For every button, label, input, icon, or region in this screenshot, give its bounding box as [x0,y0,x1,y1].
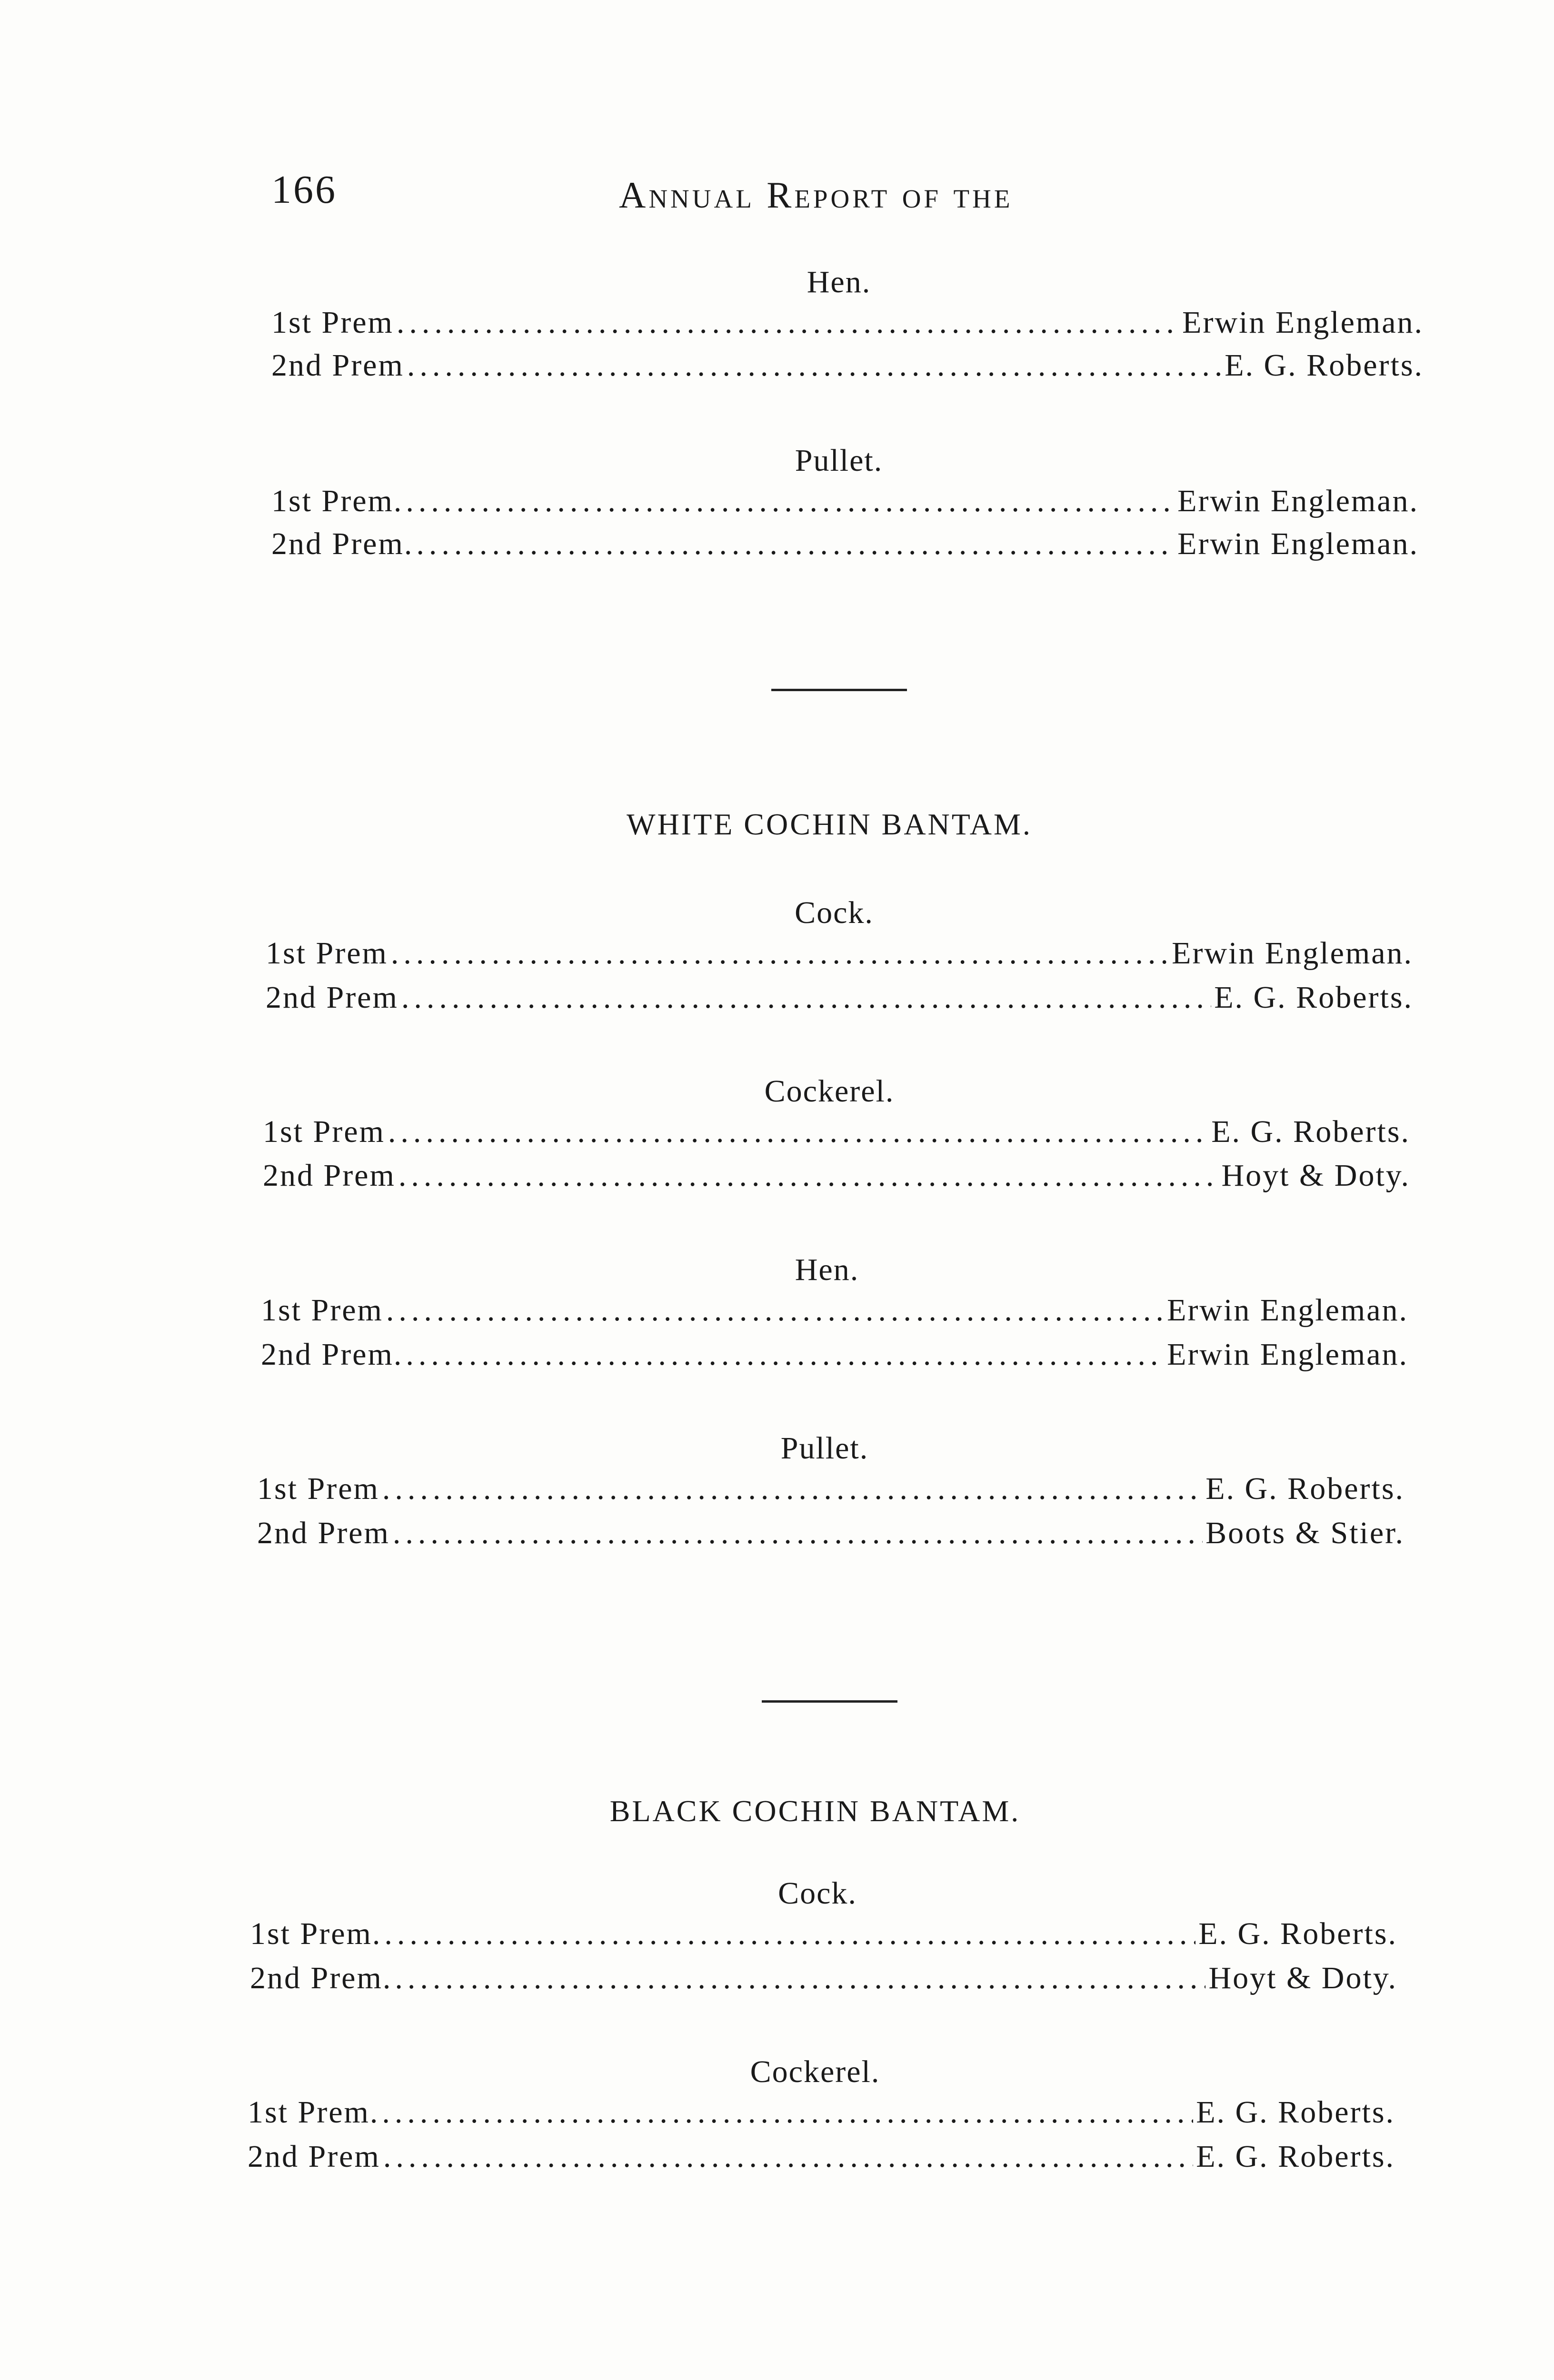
premium-label: 2nd Prem [271,348,404,383]
premium-label: 1st Prem [261,1293,383,1328]
premium-label: 1st Prem [266,936,388,971]
premium-row [257,1515,1405,1551]
premium-row [261,1337,1408,1373]
subheading-hen: Hen. [807,265,871,299]
premium-label: 1st Prem. [248,2095,379,2130]
premium-row [250,1960,1397,1996]
leader-dots [406,1337,1164,1373]
premium-label: 1st Prem [271,305,394,340]
premium-row [263,1114,1410,1150]
running-head: Annual Report of the [619,174,1013,216]
premium-row [257,1471,1405,1507]
premium-label: 2nd Prem. [250,1961,392,1995]
leader-dots [395,1960,1205,1996]
subheading-hen: Hen. [795,1252,859,1287]
leader-dots [401,980,1211,1016]
premium-label: 1st Prem. [250,1916,382,1951]
premium-row [271,347,1424,384]
winner-name: E. G. Roberts. [1205,1471,1405,1506]
winner-name: Hoyt & Doty. [1221,1158,1410,1193]
leader-dots [416,526,1175,562]
winner-name: E. G. Roberts. [1214,980,1413,1015]
winner-name: E. G. Roberts. [1225,348,1424,383]
leader-dots [397,305,1179,341]
leader-dots [407,347,1222,384]
premium-label: 1st Prem [257,1471,379,1506]
premium-label: 2nd Prem. [271,526,414,561]
leader-dots [388,1114,1208,1150]
winner-name: E. G. Roberts. [1198,1916,1397,1951]
premium-row [271,483,1419,519]
premium-label: 2nd Prem [266,980,398,1015]
premium-row [250,1916,1397,1952]
winner-name: E. G. Roberts. [1196,2139,1395,2174]
premium-label: 2nd Prem. [261,1337,403,1372]
winner-name: Erwin Engleman. [1172,936,1413,971]
winner-name: E. G. Roberts. [1196,2095,1395,2130]
section-divider [771,689,907,691]
winner-name: Erwin Engleman. [1177,484,1419,518]
section-divider [762,1700,897,1703]
premium-label: 1st Prem. [271,484,403,518]
leader-dots [393,1515,1203,1551]
winner-name: Erwin Engleman. [1182,305,1424,340]
leader-dots [382,1471,1203,1507]
leader-dots [406,483,1175,519]
premium-row [266,935,1413,972]
winner-name: Hoyt & Doty. [1208,1961,1397,1995]
premium-row [271,526,1419,562]
premium-label: 1st Prem [263,1114,385,1149]
leader-dots [398,1158,1219,1194]
section-title: WHITE COCHIN BANTAM. [627,807,1032,841]
leader-dots [391,935,1169,972]
leader-dots [386,1292,1164,1329]
leader-dots [382,2094,1193,2131]
winner-name: Erwin Engleman. [1177,526,1419,561]
premium-label: 2nd Prem [257,1516,390,1550]
premium-row [248,2094,1395,2131]
subheading-cock: Cock. [778,1876,857,1911]
winner-name: Boots & Stier. [1205,1516,1405,1550]
winner-name: E. G. Roberts. [1211,1114,1410,1149]
leader-dots [383,2139,1193,2175]
premium-label: 2nd Prem [248,2139,380,2174]
premium-row [263,1158,1410,1194]
leader-dots [384,1916,1195,1952]
subheading-cock: Cock. [795,895,874,930]
page-number: 166 [271,168,337,212]
premium-label: 2nd Prem [263,1158,396,1193]
subheading-cockerel: Cockerel. [764,1074,895,1109]
subheading-pullet: Pullet. [780,1431,869,1466]
premium-row [271,305,1424,341]
subheading-cockerel: Cockerel. [750,2054,880,2089]
winner-name: Erwin Engleman. [1167,1337,1408,1372]
winner-name: Erwin Engleman. [1167,1293,1408,1328]
premium-row [248,2139,1395,2175]
premium-row [261,1292,1408,1329]
subheading-pullet: Pullet. [795,443,883,478]
premium-row [266,980,1413,1016]
section-title: BLACK COCHIN BANTAM. [609,1794,1021,1828]
